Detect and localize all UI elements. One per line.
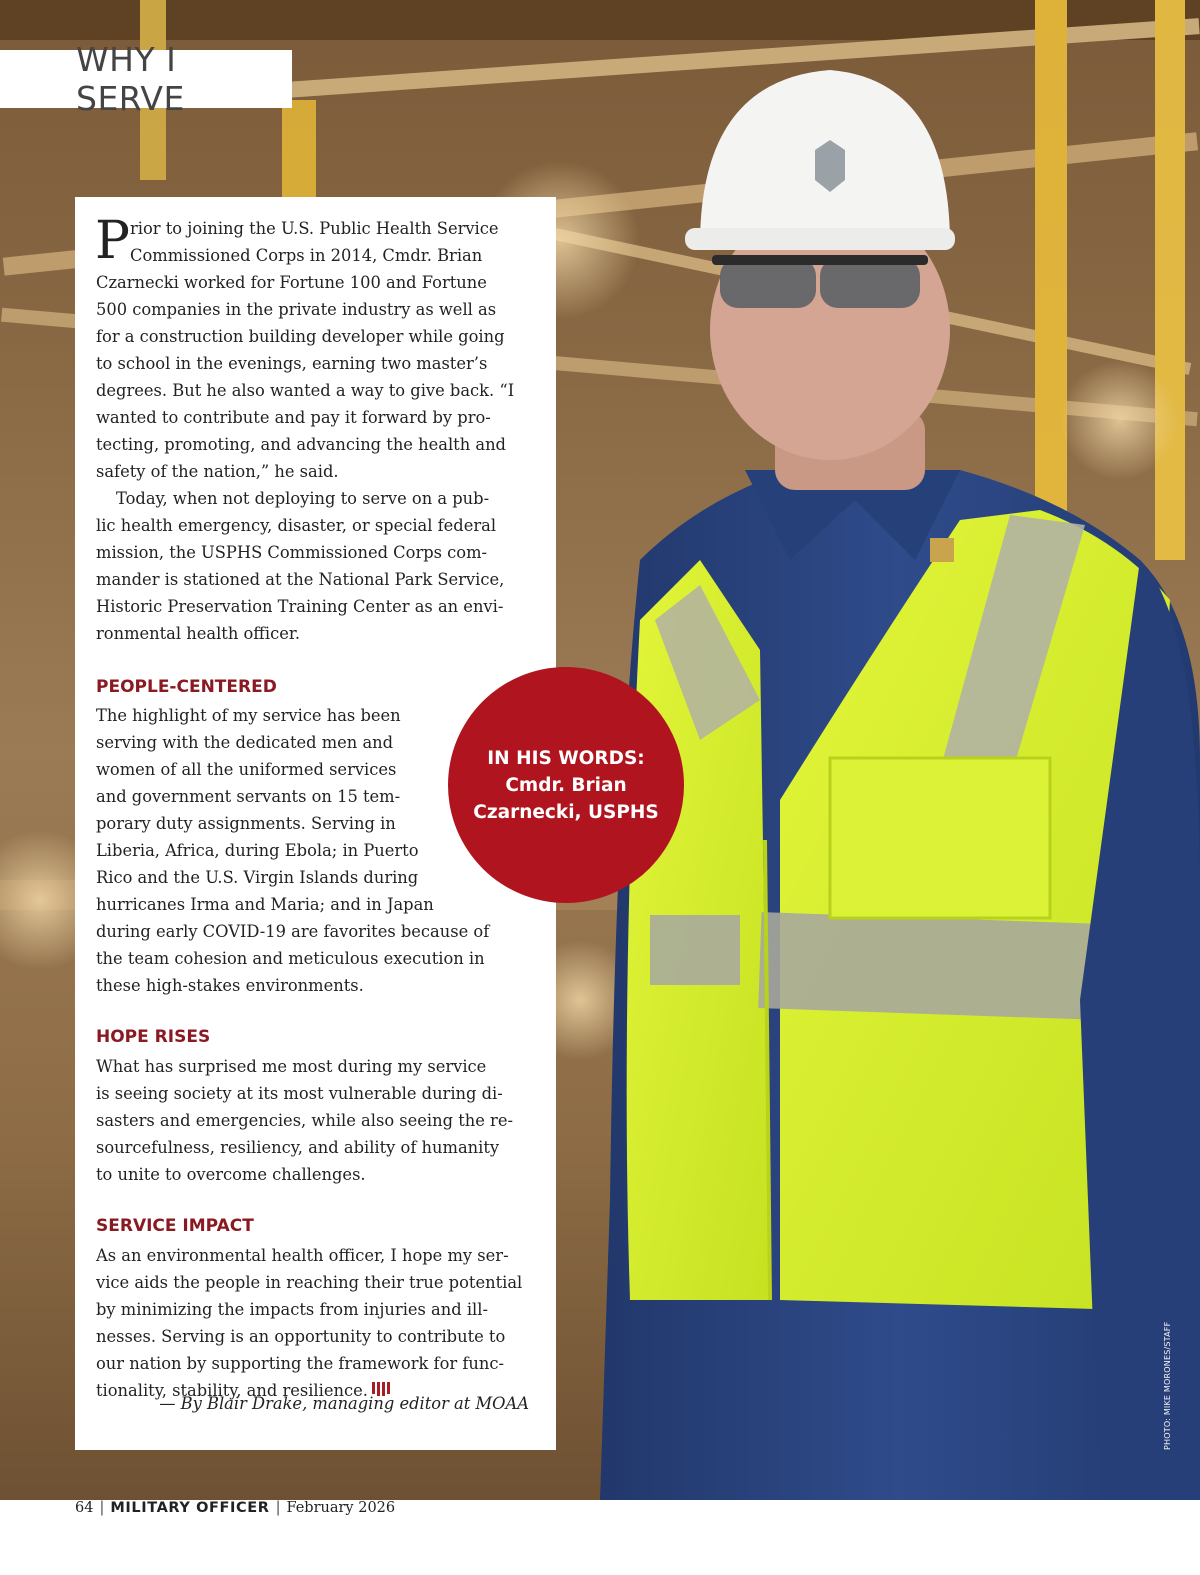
- text-line: Commissioned Corps in 2014, Cmdr. Brian: [130, 246, 483, 265]
- issue-date: February 2026: [286, 1500, 396, 1516]
- text-line: vice aids the people in reaching their true potential: [96, 1273, 523, 1292]
- text-line: wanted to contribute and pay it forward by pro-: [96, 408, 491, 427]
- text-line: mission, the USPHS Commissioned Corps com-: [96, 543, 488, 562]
- text-line: lic health emergency, disaster, or special federal: [96, 516, 497, 535]
- text-line: 500 companies in the private industry as well as: [96, 300, 497, 319]
- intro-paragraph: [95, 211, 536, 485]
- text-line: The highlight of my service has been: [96, 706, 401, 725]
- text-line: porary duty assignments. Serving in: [96, 814, 396, 833]
- text-line: women of all the uniformed services: [96, 760, 397, 779]
- page-footer: [75, 1497, 395, 1519]
- hope-rises-text: [96, 1053, 536, 1188]
- text-line: As an environmental health officer, I hope my ser-: [96, 1246, 509, 1265]
- text-line: Czarnecki worked for Fortune 100 and Fortune: [96, 273, 487, 292]
- text-line: mander is stationed at the National Park Service,: [96, 570, 505, 589]
- heading-hope-rises: HOPE RISES: [96, 1027, 211, 1047]
- text-line-end: tionality, stability, and resilience.: [96, 1381, 368, 1400]
- footer-divider: |: [99, 1500, 105, 1516]
- text-line: our nation by supporting the framework for func-: [96, 1354, 504, 1373]
- text-line: to unite to overcome challenges.: [96, 1165, 366, 1184]
- text-line: Liberia, Africa, during Ebola; in Puerto: [96, 841, 419, 860]
- text-line: during early COVID-19 are favorites because of: [96, 922, 490, 941]
- heading-service-impact: SERVICE IMPACT: [96, 1216, 254, 1236]
- commander-figure: [600, 70, 1200, 1500]
- page-number: 64: [75, 1500, 94, 1516]
- text-line: What has surprised me most during my service: [96, 1057, 487, 1076]
- text-line: sourcefulness, resiliency, and ability of humanity: [96, 1138, 500, 1157]
- text-line: degrees. But he also wanted a way to give back. “I: [96, 381, 515, 400]
- callout-line: IN HIS WORDS:: [487, 747, 645, 769]
- text-line: Historic Preservation Training Center as an envi-: [96, 597, 504, 616]
- text-line: Today, when not deploying to serve on a pub-: [116, 489, 490, 508]
- text-line: the team cohesion and meticulous execution in: [96, 949, 485, 968]
- text-line: rior to joining the U.S. Public Health Service: [130, 219, 499, 238]
- text-line: by minimizing the impacts from injuries and ill-: [96, 1300, 488, 1319]
- text-line: serving with the dedicated men and: [96, 733, 394, 752]
- text-line: sasters and emergencies, while also seeing the re-: [96, 1111, 513, 1130]
- text-line: Rico and the U.S. Virgin Islands during: [96, 868, 419, 887]
- photo-credit: PHOTO: MIKE MORONES/STAFF: [1163, 1321, 1172, 1450]
- service-impact-text: [96, 1242, 536, 1404]
- callout-line: Cmdr. Brian: [505, 774, 627, 796]
- section-tag: [0, 40, 292, 118]
- text-line: tecting, promoting, and advancing the health and: [96, 435, 506, 454]
- paragraph-2: [96, 485, 536, 647]
- text-line: for a construction building developer while going: [96, 327, 505, 346]
- text-line: nesses. Serving is an opportunity to contribute to: [96, 1327, 506, 1346]
- callout-line: Czarnecki, USPHS: [473, 801, 659, 823]
- text-line: safety of the nation,” he said.: [96, 462, 339, 481]
- section-label: WHY I SERVE: [76, 40, 185, 118]
- text-line: is seeing society at its most vulnerable during di-: [96, 1084, 503, 1103]
- publication-name: MILITARY OFFICER: [110, 1500, 270, 1516]
- heading-people-centered: PEOPLE-CENTERED: [96, 677, 277, 697]
- byline: — By Blair Drake, managing editor at MOAA: [159, 1394, 529, 1413]
- text-line: to school in the evenings, earning two master’s: [96, 354, 488, 373]
- text-line: and government servants on 15 tem-: [96, 787, 401, 806]
- footer-divider: |: [275, 1500, 281, 1516]
- text-line: ronmental health officer.: [96, 624, 300, 643]
- text-line: these high-stakes environments.: [96, 976, 364, 995]
- text-line: hurricanes Irma and Maria; and in Japan: [96, 895, 434, 914]
- in-his-words-callout: [448, 667, 684, 903]
- drop-cap: P: [95, 211, 130, 271]
